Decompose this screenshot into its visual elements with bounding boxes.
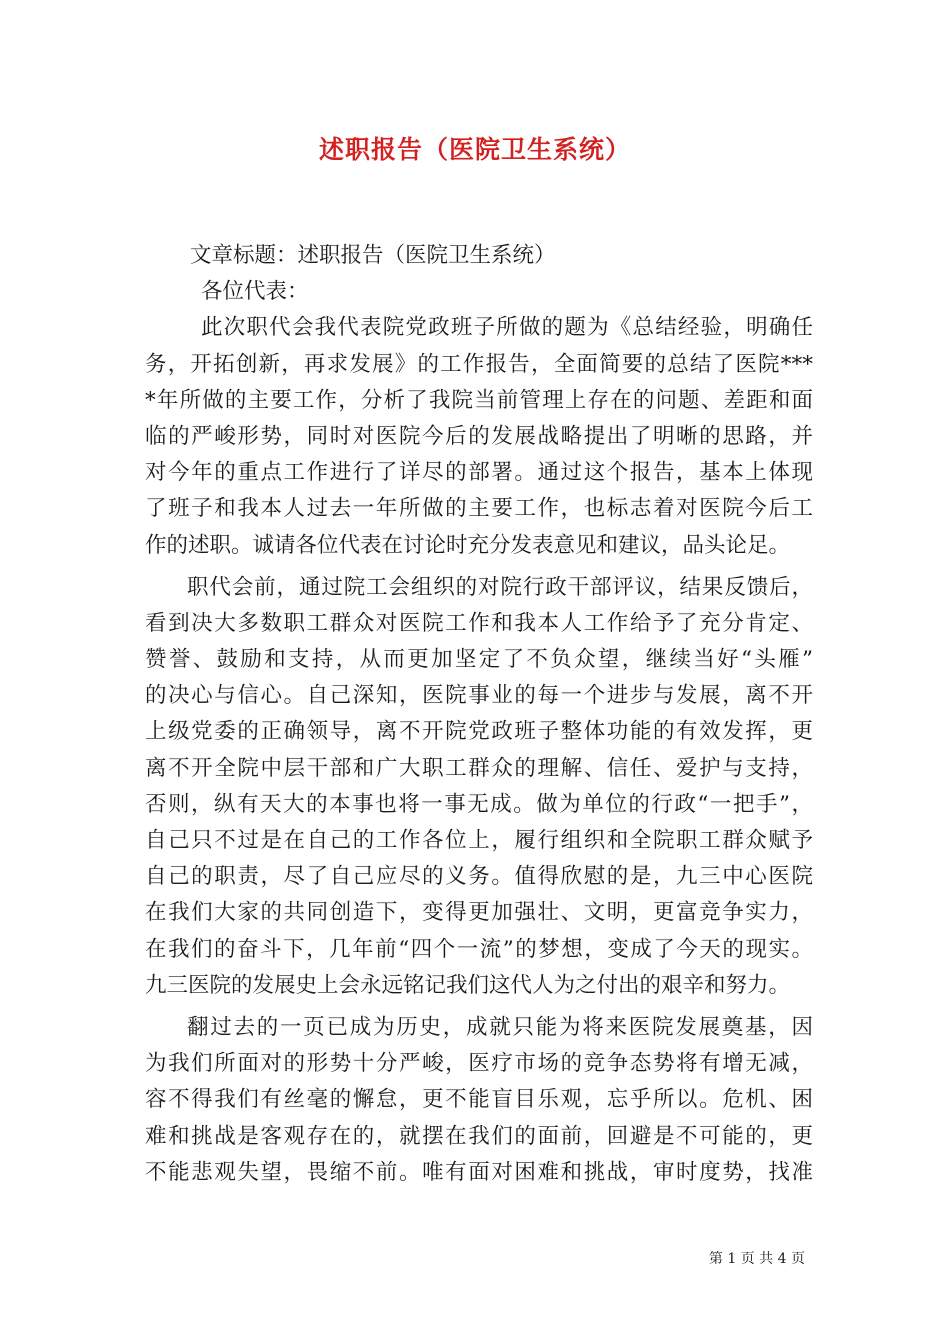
paragraph-line: 的决心与信心。自己深知，医院事业的每一个进步与发展，离不开 — [145, 683, 813, 709]
paragraph-line: 赞誉、鼓励和支持，从而更加坚定了不负众望，继续当好“头雁” — [145, 647, 813, 673]
paragraph-line: 在我们大家的共同创造下，变得更加强壮、文明，更富竞争实力， — [145, 900, 813, 926]
paragraph-1 — [145, 310, 813, 563]
document-title: 述职报告（医院卫生系统） — [318, 135, 631, 164]
paragraph-line: 作的述职。诚请各位代表在讨论时充分发表意见和建议，品头论足。 — [145, 532, 791, 558]
paragraph-line: 不能悲观失望，畏缩不前。唯有面对困难和挑战，审时度势，找准 — [145, 1159, 813, 1185]
paragraph-line: 看到决大多数职工群众对医院工作和我本人工作给予了充分肯定、 — [145, 610, 813, 636]
paragraph-line: 离不开全院中层干部和广大职工群众的理解、信任、爱护与支持， — [145, 755, 813, 781]
paragraph-line: 了班子和我本人过去一年所做的主要工作，也标志着对医院今后工 — [145, 496, 813, 522]
paragraph-line: 此次职代会我代表院党政班子所做的题为《总结经验，明确任 — [201, 315, 813, 341]
paragraph-line: 自己的职责，尽了自己应尽的义务。值得欣慰的是，九三中心医院 — [145, 864, 813, 890]
paragraph-line: *年所做的主要工作，分析了我院当前管理上存在的问题、差距和面 — [145, 387, 813, 413]
paragraph-line: 自己只不过是在自己的工作各位上，履行组织和全院职工群众赋予 — [145, 828, 813, 853]
paragraph-line: 容不得我们有丝毫的懈怠，更不能盲目乐观，忘乎所以。危机、困 — [145, 1087, 813, 1113]
article-title-line: 文章标题：述职报告（医院卫生系统） — [190, 243, 556, 268]
paragraph-3 — [145, 1010, 813, 1191]
paragraph-line: 在我们的奋斗下，几年前“四个一流”的梦想，变成了今天的现实。 — [145, 936, 813, 962]
paragraph-line: 临的严峻形势，同时对医院今后的发展战略提出了明晰的思路，并 — [145, 423, 813, 449]
paragraph-line: 上级党委的正确领导，离不开院党政班子整体功能的有效发挥，更 — [145, 719, 813, 745]
paragraph-line: 否则，纵有天大的本事也将一事无成。做为单位的行政“一把手”， — [145, 791, 813, 817]
paragraph-line: 对今年的重点工作进行了详尽的部署。通过这个报告，基本上体现 — [145, 460, 813, 486]
paragraph-line: 务，开拓创新，再求发展》的工作报告，全面简要的总结了医院*** — [145, 351, 813, 377]
paragraph-line: 为我们所面对的形势十分严峻，医疗市场的竞争态势将有增无减， — [145, 1051, 813, 1077]
page-number: 第 1 页 共 4 页 — [708, 1251, 805, 1267]
paragraph-line: 职代会前，通过院工会组织的对院行政干部评议，结果反馈后， — [187, 574, 813, 600]
paragraph-2 — [145, 570, 813, 1004]
paragraph-line: 翻过去的一页已成为历史，成就只能为将来医院发展奠基，因 — [187, 1014, 813, 1040]
paragraph-line: 难和挑战是客观存在的，就摆在我们的面前，回避是不可能的，更 — [145, 1123, 813, 1149]
salutation: 各位代表： — [201, 279, 309, 305]
document-body — [145, 238, 813, 1191]
paragraph-line: 九三医院的发展史上会永远铭记我们这代人为之付出的艰辛和努力。 — [145, 972, 791, 998]
